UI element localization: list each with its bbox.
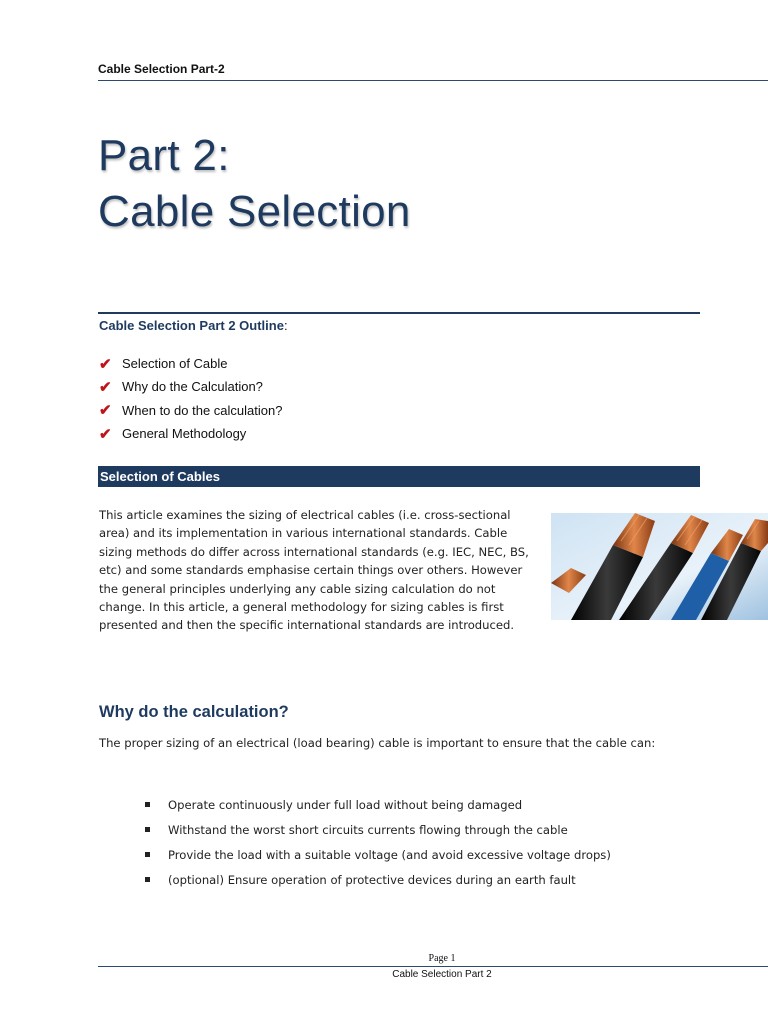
running-footer-title: Cable Selection Part 2	[392, 969, 492, 980]
bullet-item	[143, 817, 611, 842]
outline-item	[99, 399, 282, 422]
checkmark-icon: ✔	[99, 378, 112, 396]
section-heading-bar: Selection of Cables	[98, 466, 700, 487]
square-bullet-icon	[145, 827, 150, 832]
cable-illustration	[551, 513, 768, 620]
square-bullet-icon	[145, 877, 150, 882]
bullet-item-text: Provide the load with a suitable voltage (and avoid excessive voltage drops)	[168, 847, 611, 862]
page-title-line-2: Cable Selection	[98, 187, 411, 236]
outline-item-label: When to do the calculation?	[122, 402, 283, 418]
outline-item	[99, 352, 282, 375]
bullet-item	[143, 867, 611, 892]
page-number: Page 1	[428, 953, 456, 964]
why-intro-paragraph: The proper sizing of an electrical (load bearing) cable is important to ensure that the cable can:	[99, 736, 656, 750]
cable-photo	[551, 513, 768, 620]
square-bullet-icon	[145, 802, 150, 807]
why-heading: Why do the calculation?	[99, 703, 289, 721]
outline-heading-text: Cable Selection Part 2 Outline	[99, 318, 284, 333]
selection-paragraph: This article examines the sizing of electrical cables (i.e. cross-sectional area) and its implementation in various international standards. Cable sizing methods do differ across international standards (e.g. IEC, NEC, BS, etc) and some standards emphasise certain things over others. However the general principles underlying any cable sizing calculation do not change. In this article, a general methodology for sizing cables is first presented and then the specific international standards are introduced.	[99, 508, 529, 633]
outline-checklist	[99, 352, 282, 445]
outline-item-label: Why do the Calculation?	[122, 379, 263, 395]
footer-divider	[98, 966, 768, 967]
running-header-title: Cable Selection Part-2	[98, 62, 225, 76]
outline-item	[99, 422, 282, 445]
checkmark-icon: ✔	[99, 425, 112, 443]
bullet-item-text: Operate continuously under full load without being damaged	[168, 797, 523, 812]
bullet-item-text: (optional) Ensure operation of protective devices during an earth fault	[168, 872, 576, 887]
header-divider	[98, 80, 768, 81]
outline-item	[99, 375, 282, 398]
why-bullet-list	[143, 792, 611, 892]
bullet-item	[143, 792, 611, 817]
bullet-item	[143, 842, 611, 867]
outline-item-label: Selection of Cable	[122, 356, 228, 372]
checkmark-icon: ✔	[99, 355, 112, 373]
outline-heading	[99, 318, 288, 333]
page-title	[98, 128, 411, 240]
bullet-item-text: Withstand the worst short circuits currents flowing through the cable	[168, 822, 568, 837]
page-title-line-1: Part 2:	[98, 131, 230, 180]
outline-item-label: General Methodology	[122, 426, 247, 442]
checkmark-icon: ✔	[99, 402, 112, 420]
outline-divider	[98, 312, 700, 314]
outline-heading-colon: :	[283, 318, 288, 333]
square-bullet-icon	[145, 852, 150, 857]
